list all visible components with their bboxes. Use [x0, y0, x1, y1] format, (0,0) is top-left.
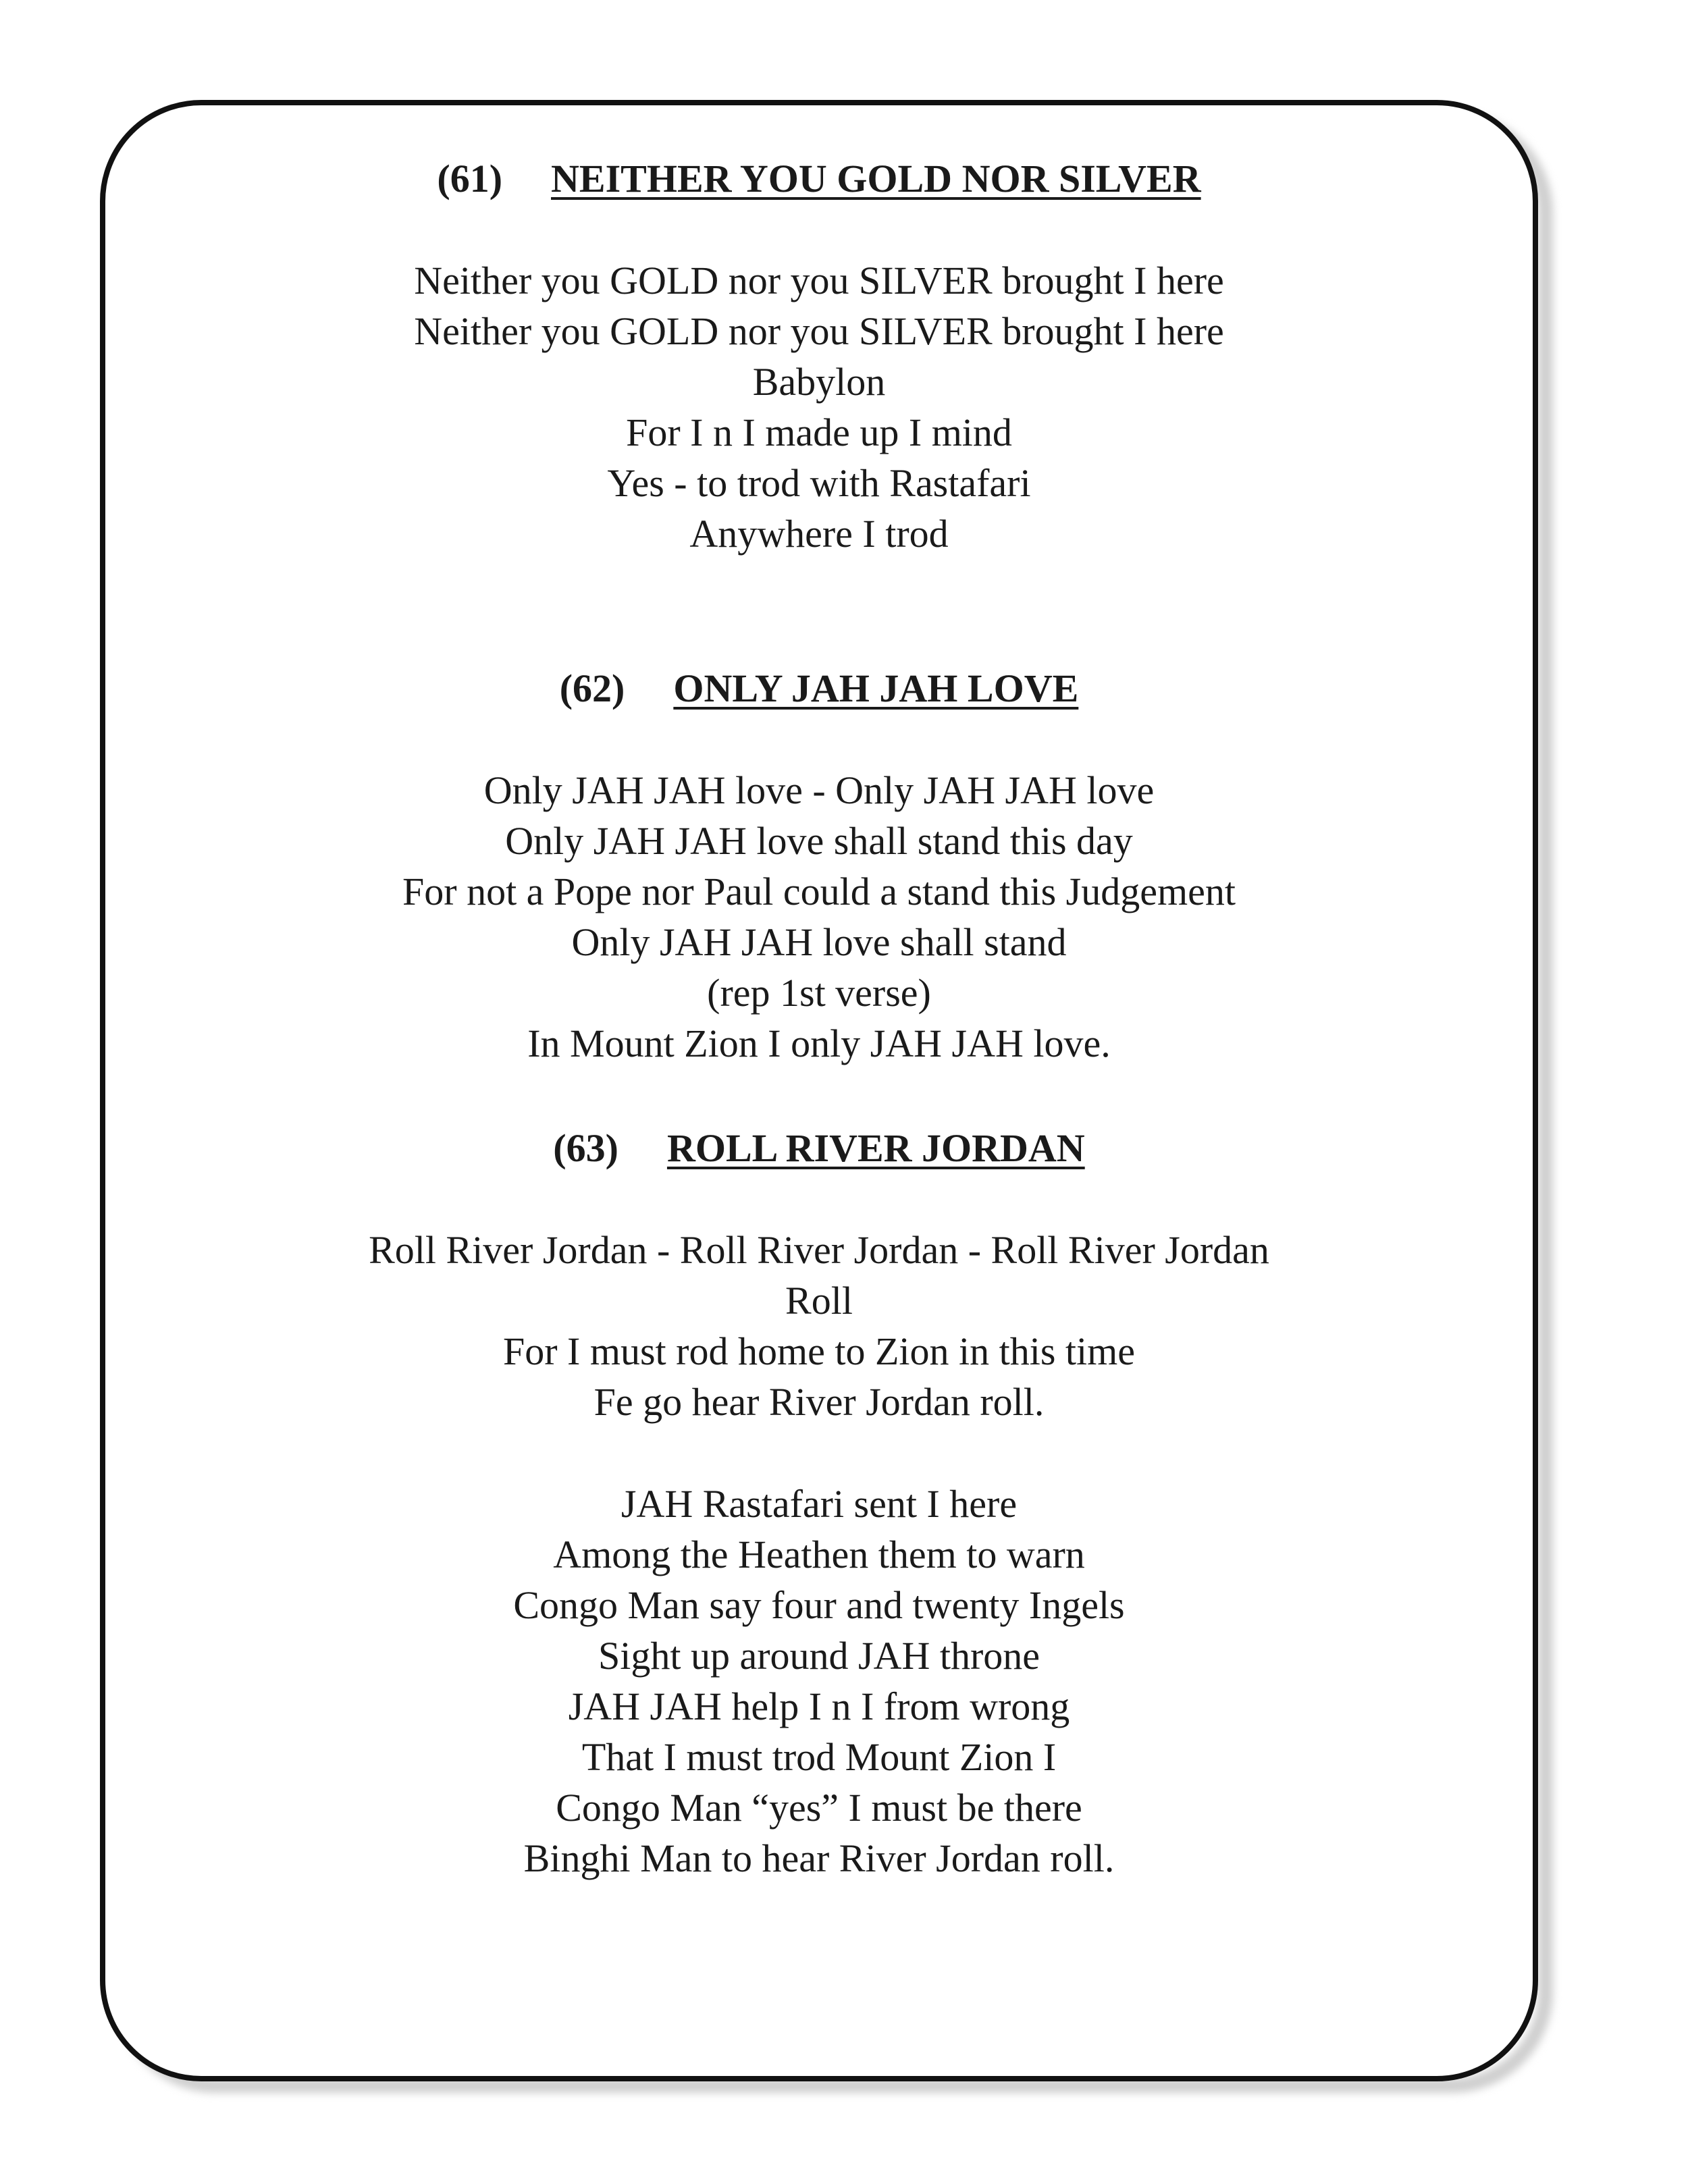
lyric-line: JAH JAH help I n I from wrong — [568, 1684, 1070, 1728]
lyric-line: Fe go hear River Jordan roll. — [594, 1380, 1045, 1424]
lyric-line: That I must trod Mount Zion I — [581, 1735, 1057, 1779]
lyric-line: JAH Rastafari sent I here — [621, 1482, 1018, 1526]
lyric-line: For I must rod home to Zion in this time — [502, 1329, 1135, 1373]
lyric-line: Only JAH JAH love - Only JAH JAH love — [483, 768, 1155, 812]
lyric-line: For I n I made up I mind — [626, 410, 1012, 454]
song-title-text: ONLY JAH JAH LOVE — [673, 666, 1079, 710]
lyric-line: In Mount Zion I only JAH JAH love. — [527, 1021, 1111, 1065]
lyric-line: Neither you GOLD nor you SILVER brought I here — [414, 309, 1224, 353]
song-63-verse-1 — [100, 1225, 1538, 1427]
lyric-line: Binghi Man to hear River Jordan roll. — [523, 1836, 1115, 1880]
lyric-line: Roll River Jordan - Roll River Jordan - Roll River Jordan — [369, 1228, 1269, 1272]
lyric-line: Congo Man say four and twenty Ingels — [513, 1583, 1125, 1627]
song-63-verse-2 — [100, 1479, 1538, 1884]
song-title-61 — [100, 155, 1538, 203]
lyric-line: Sight up around JAH throne — [598, 1634, 1040, 1678]
lyric-line: Only JAH JAH love shall stand — [571, 920, 1067, 964]
lyric-line: Babylon — [752, 360, 886, 404]
song-number: (61) — [437, 157, 503, 201]
lyric-line: (rep 1st verse) — [707, 971, 931, 1015]
lyric-line: For not a Pope nor Paul could a stand this Judgement — [402, 870, 1236, 913]
lyric-line: Roll — [785, 1279, 853, 1323]
song-61-verse-1 — [100, 255, 1538, 559]
lyric-line: Yes - to trod with Rastafari — [607, 461, 1031, 505]
song-number: (63) — [553, 1126, 618, 1170]
song-title-text: ROLL RIVER JORDAN — [666, 1126, 1085, 1170]
lyric-line: Congo Man “yes” I must be there — [556, 1786, 1082, 1830]
song-title-text: NEITHER YOU GOLD NOR SILVER — [551, 157, 1201, 201]
song-62-verse-1 — [100, 765, 1538, 1069]
lyric-line: Anywhere I trod — [689, 512, 949, 556]
song-title-63 — [100, 1125, 1538, 1172]
lyric-line: Only JAH JAH love shall stand this day — [505, 819, 1133, 863]
lyric-line: Neither you GOLD nor you SILVER brought I here — [414, 259, 1224, 302]
song-title-62 — [100, 665, 1538, 712]
song-number: (62) — [559, 666, 625, 710]
lyric-line: Among the Heathen them to warn — [553, 1533, 1085, 1576]
